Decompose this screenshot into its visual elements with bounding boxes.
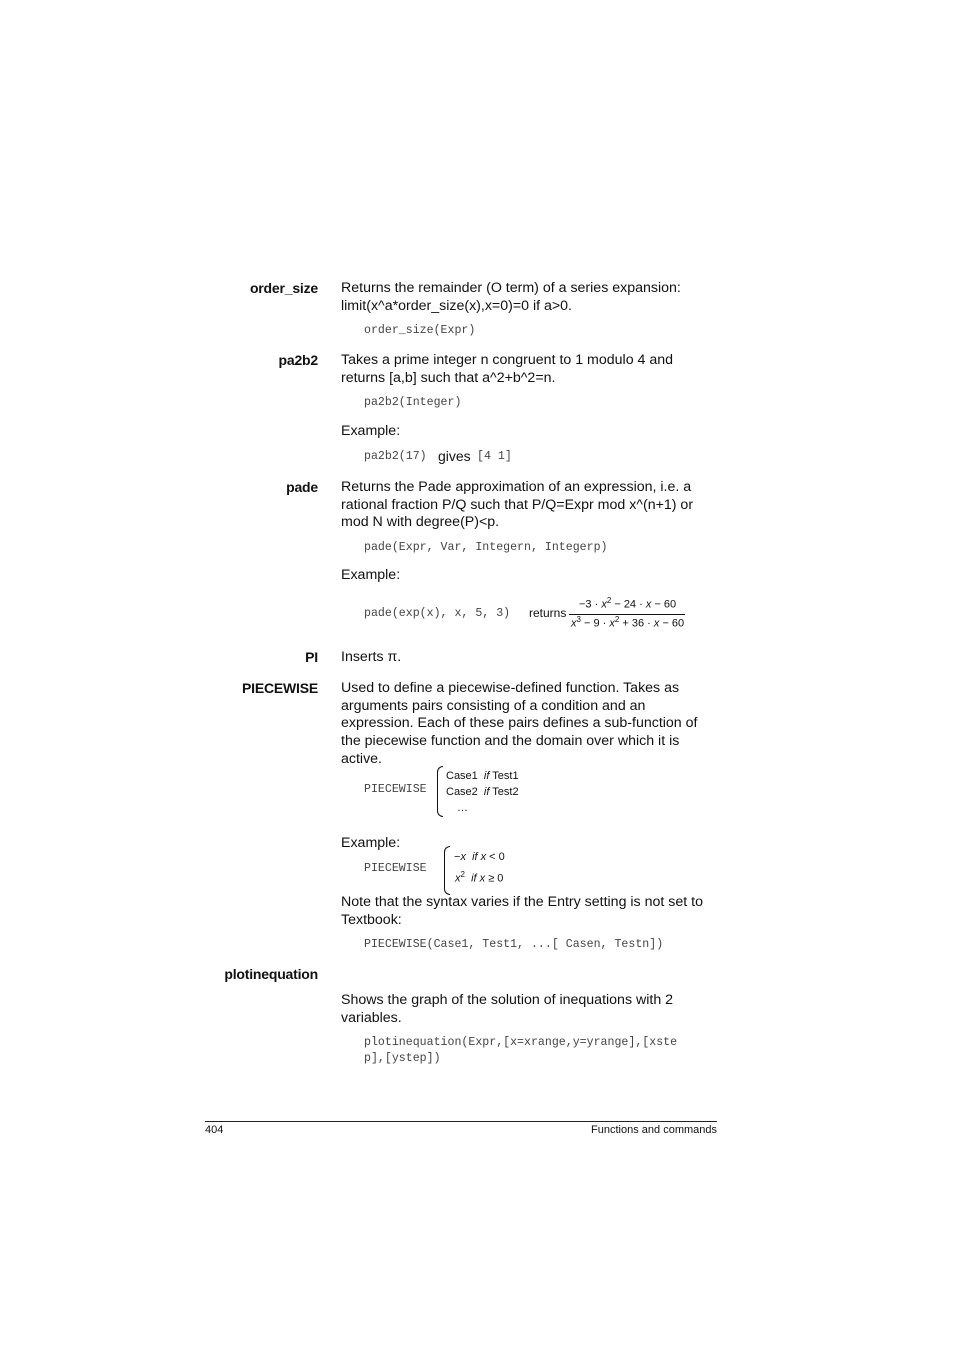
- footer-section-title: Functions and commands: [591, 1124, 717, 1136]
- order-size-description: Returns the remainder (O term) of a series expansion: limit(x^a*order_size(x),x=0)=0 if a>0.: [341, 280, 681, 314]
- footer-rule: [205, 1121, 717, 1122]
- term-plotinequation: plotinequation: [224, 966, 318, 982]
- syntax-case2: Case2: [446, 786, 478, 798]
- pade-example-code: pade(exp(x), x, 5, 3): [364, 607, 511, 620]
- pi-description: Inserts π.: [341, 649, 402, 665]
- pa2b2-syntax: pa2b2(Integer): [364, 396, 462, 409]
- syntax-test1: Test1: [492, 770, 519, 782]
- page-number: 404: [205, 1124, 224, 1136]
- piecewise-description: Used to define a piecewise-defined function. Takes as arguments pairs consisting of a condition and an expression. Each of these pairs defines a sub-function of the piecewise function and the domain over which it is active.: [341, 680, 698, 767]
- piecewise-syntax-case2-row: [446, 786, 519, 798]
- term-pa2b2: pa2b2: [278, 352, 318, 368]
- pa2b2-example-label: Example:: [341, 423, 401, 439]
- order-size-syntax: order_size(Expr): [364, 324, 476, 337]
- pa2b2-example-code: pa2b2(17): [364, 450, 427, 463]
- piecewise-syntax-ellipsis: …: [457, 802, 468, 814]
- term-order-size: order_size: [249, 280, 318, 296]
- piecewise-syntax-brace: [437, 766, 443, 817]
- plotinequation-description: Shows the graph of the solution of inequations with 2 variables.: [341, 992, 674, 1026]
- pade-example-returns: returns: [529, 606, 567, 620]
- piecewise-example-row2: $x^2$ if x ≥ 0: [455, 870, 504, 885]
- syntax-case1: Case1: [446, 770, 478, 782]
- piecewise-syntax-name: PIECEWISE: [364, 783, 427, 796]
- plotinequation-syntax-line2: p],[ystep]): [364, 1052, 441, 1065]
- pade-example-label: Example:: [341, 567, 401, 583]
- syntax-if-2: if: [483, 786, 490, 798]
- pa2b2-description: Takes a prime integer n congruent to 1 modulo 4 and returns [a,b] such that a^2+b^2=n.: [341, 352, 674, 386]
- pade-syntax: pade(Expr, Var, Integern, Integerp): [364, 541, 608, 554]
- piecewise-example-name: PIECEWISE: [364, 862, 427, 875]
- syntax-if-1: if: [483, 770, 490, 782]
- term-pi: PI: [305, 649, 318, 665]
- piecewise-syntax-case1-row: [446, 770, 519, 782]
- piecewise-example-label: Example:: [341, 835, 401, 851]
- pade-description: Returns the Pade approximation of an expression, i.e. a rational fraction P/Q such that P/Q=Expr mod x^(n+1) or mod N with degree(P)<p.: [341, 479, 694, 531]
- pa2b2-example-result: [4 1]: [477, 450, 512, 463]
- piecewise-example-row1: −x if x < 0: [454, 851, 505, 863]
- pa2b2-example-gives: gives: [438, 448, 471, 464]
- term-pade: pade: [286, 479, 318, 495]
- syntax-test2: Test2: [492, 786, 519, 798]
- piecewise-alt-syntax: PIECEWISE(Case1, Test1, ...[ Casen, Testn]): [364, 938, 664, 951]
- term-piecewise: PIECEWISE: [242, 680, 318, 696]
- plotinequation-syntax-line1: plotinequation(Expr,[x=xrange,y=yrange],[xste: [364, 1036, 678, 1049]
- pade-result-numerator: $-3 \cdot x^2 - 24 \cdot x - 60$: [579, 596, 677, 611]
- piecewise-example-brace: [444, 846, 450, 895]
- pade-result-denominator: $x^3 - 9 \cdot x^2 + 36 \cdot x - 60$: [571, 615, 685, 630]
- piecewise-note: Note that the syntax varies if the Entry setting is not set to Textbook:: [341, 894, 703, 928]
